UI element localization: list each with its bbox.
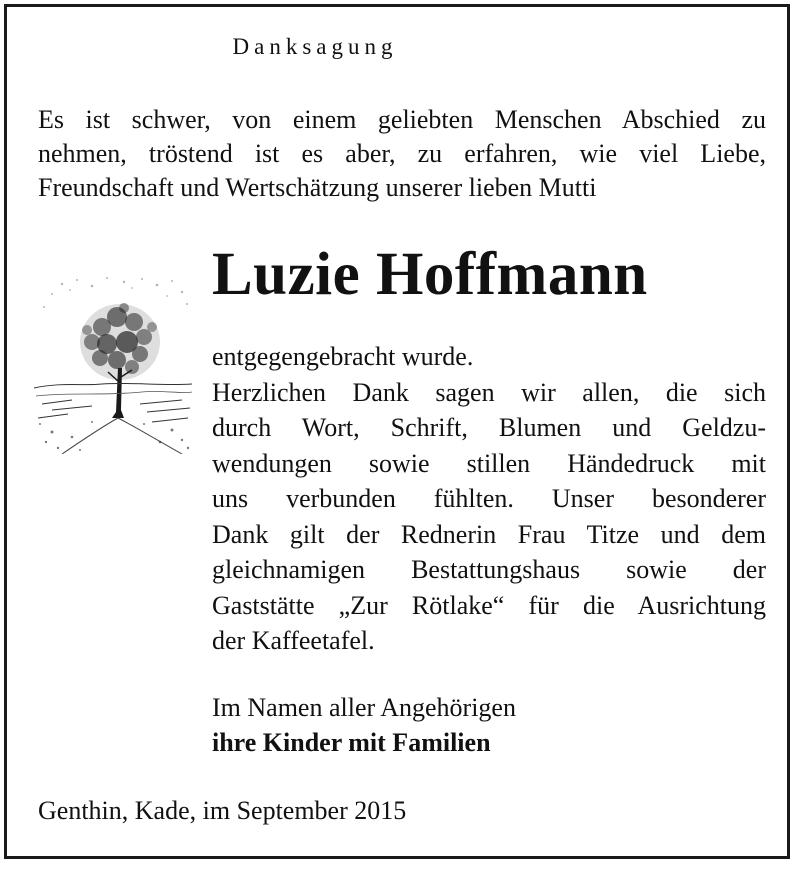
body-line: Gaststätte „Zur Rötlake“ für die Ausrichtung: [212, 590, 766, 620]
intro-line: Freundschaft und Wertschätzung unserer lieben Mutti: [38, 173, 597, 202]
deceased-name: Luzie Hoffmann: [212, 241, 648, 308]
place-date: Genthin, Kade, im September 2015: [38, 796, 407, 825]
body-line: Dank gilt der Rednerin Frau Titze und dem: [212, 519, 766, 549]
body-line: uns verbunden fühlten. Unser besonderer: [212, 484, 766, 513]
body-line: durch Wort, Schrift, Blumen und Geldzu-: [212, 413, 766, 442]
tree-illustration-icon: [32, 272, 194, 454]
intro-line: Es ist schwer, von einem geliebten Menschen Abschied zu: [38, 105, 766, 134]
body-line: entgegengebracht wurde.: [212, 342, 474, 371]
body-line: gleichnamigen Bestattungshaus sowie der: [212, 555, 766, 584]
thanks-paragraph: [212, 339, 766, 659]
intro-line: nehmen, tröstend ist es aber, zu erfahren, wie viel Liebe,: [38, 139, 766, 168]
body-line: Herzlichen Dank sagen wir allen, die sich: [212, 377, 766, 407]
body-line: der Kaffeetafel.: [212, 626, 375, 655]
signature-names: ihre Kinder mit Familien: [212, 728, 491, 757]
intro-paragraph: [38, 103, 766, 205]
body-line: wendungen sowie stillen Händedruck mit: [212, 448, 766, 478]
signature-line: Im Namen aller Angehörigen: [212, 693, 516, 722]
notice-heading: Danksagung: [232, 34, 398, 59]
